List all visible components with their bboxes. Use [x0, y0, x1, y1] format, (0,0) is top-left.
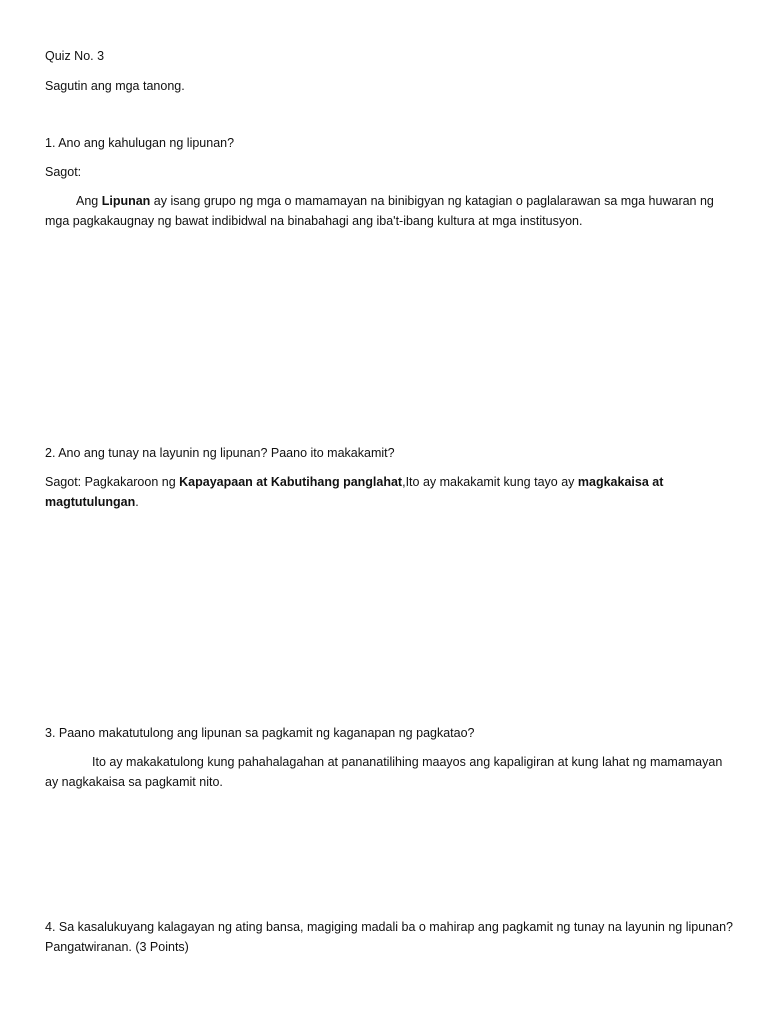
answer-2-keyword-2: magkakaisa at magtutulungan	[45, 475, 664, 509]
answer-3-text: Ito ay makakatulong kung pahahalagahan at pananatilihing maayos ang kapaligiran at kung lahat ng mamamayan ay nagkakaisa sa pagkamit nito.	[45, 755, 723, 789]
answer-2-keyword-1: Kapayapaan at Kabutihang panglahat	[179, 475, 403, 489]
answer-1-keyword: Lipunan	[101, 194, 151, 208]
answer-2-text-2: ,Ito ay makakamit kung tayo ay	[402, 475, 578, 489]
answer-1	[45, 191, 735, 231]
quiz-title: Quiz No. 3	[45, 49, 105, 63]
answer-1-prefix: Ang	[76, 194, 102, 208]
answer-3	[45, 752, 735, 792]
question-3: 3. Paano makatutulong ang lipunan sa pagkamit ng kaganapan ng pagkatao?	[45, 726, 475, 740]
answer-2-text-1: Pagkakaroon ng	[84, 475, 180, 489]
question-1: 1. Ano ang kahulugan ng lipunan?	[45, 136, 235, 150]
answer-1-text: ay isang grupo ng mga o mamamayan na binibigyan ng katagian o paglalarawan sa mga huwaran ng mga pagkakaugnay ng bawat indibidwal na binabahagi ang iba't-ibang kultura at mga institusyon.	[45, 194, 714, 228]
instructions: Sagutin ang mga tanong.	[45, 79, 185, 93]
answer-2-end: .	[135, 495, 139, 509]
question-4	[45, 917, 735, 957]
question-4-text: 4. Sa kasalukuyang kalagayan ng ating bansa, magiging madali ba o mahirap ang pagkamit ng tunay na layunin ng lipunan? Pangatwiranan. (3 Points)	[45, 920, 733, 954]
answer-2-label: Sagot:	[45, 475, 85, 489]
answer-label-1: Sagot:	[45, 165, 82, 179]
answer-2	[45, 472, 735, 512]
question-2: 2. Ano ang tunay na layunin ng lipunan? Paano ito makakamit?	[45, 446, 395, 460]
